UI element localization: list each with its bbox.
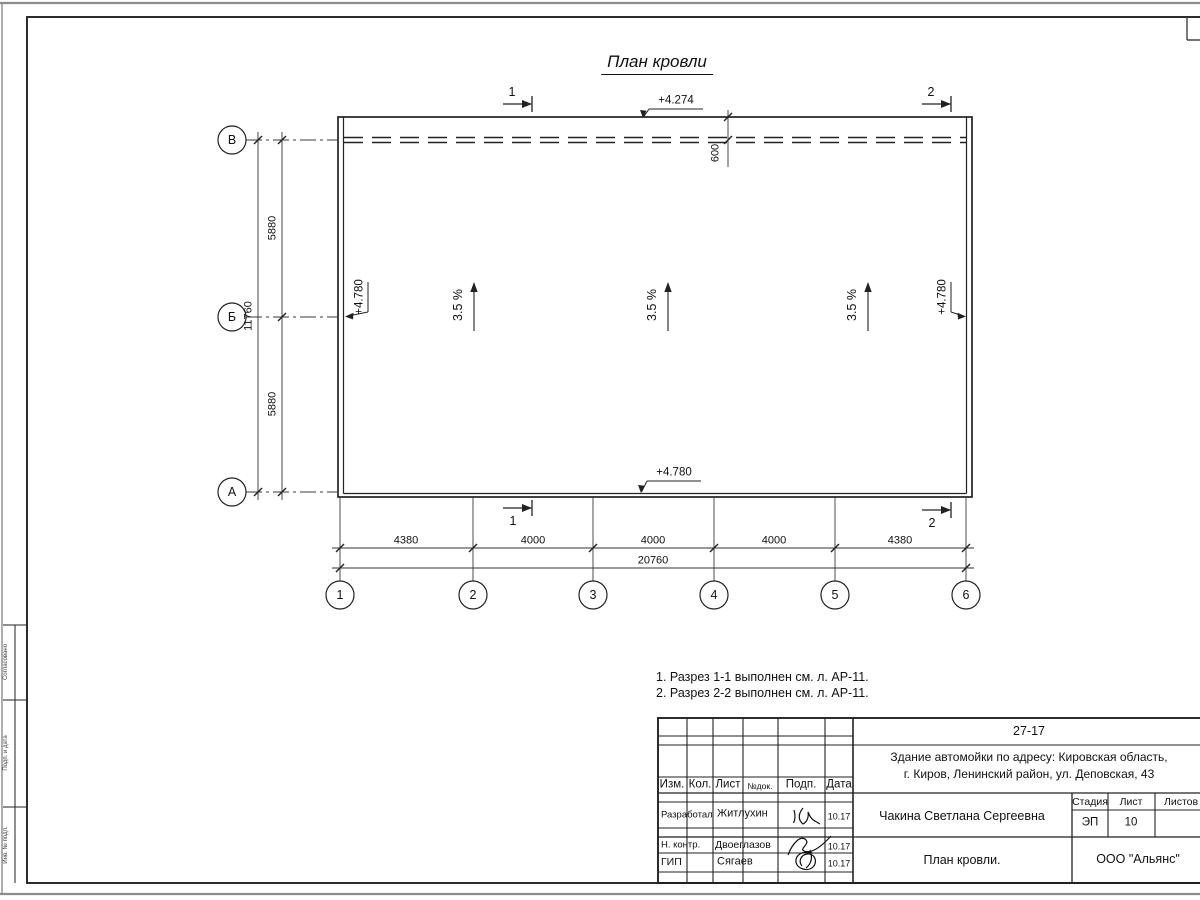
axis-number-2: 2 (469, 587, 477, 602)
col-ndok: №док. (747, 780, 773, 791)
elevation-left: +4.780 (353, 279, 366, 315)
elevation-bottom: +4.780 (656, 466, 692, 479)
dim-bottom-2: 4000 (520, 534, 546, 547)
dim-left-1: 5880 (266, 215, 279, 241)
row1-name: Житлухин (717, 807, 768, 820)
section-mark-2-top: 2 (927, 84, 935, 99)
axis-number-5: 5 (831, 587, 839, 602)
object-address-line2: г. Киров, Ленинский район, ул. Деповская, 43 (903, 767, 1155, 781)
signature-zhitlukhin (794, 808, 821, 824)
col-podp: Подп. (785, 778, 817, 791)
slope-label-1: 3.5 % (450, 289, 465, 321)
col-kol: Кол. (688, 778, 712, 791)
side-stamp-label-3: Инв. № подл. (3, 826, 9, 864)
side-stamp-label-2: Подп. и дата (3, 735, 9, 771)
overhang-dim: 600 (709, 143, 722, 163)
row2-name: Двоеглазов (715, 838, 771, 851)
stage-value: ЭП (1081, 816, 1099, 829)
dim-bottom-total: 20760 (637, 554, 669, 567)
section-mark-1-bottom: 1 (509, 513, 517, 528)
client-name: Чакина Светлана Сергеевна (879, 808, 1045, 823)
slope-label-3: 3.5 % (844, 289, 859, 321)
slope-label-2: 3.5 % (644, 289, 659, 321)
row3-name: Сягаев (717, 855, 753, 868)
axis-number-6: 6 (962, 587, 970, 602)
drawing-title: План кровли (601, 53, 713, 75)
col-data: Дата (826, 778, 852, 791)
section-mark-2-bottom: 2 (928, 515, 936, 530)
stage-label: Стадия (1072, 795, 1108, 808)
axis-letter-v: В (227, 132, 237, 147)
dim-left-total: 11760 (242, 301, 255, 331)
section-marks (503, 96, 951, 518)
listov-label: Листов (1163, 795, 1199, 808)
axis-number-4: 4 (710, 587, 718, 602)
sheet-name: План кровли. (923, 852, 1001, 867)
col-izm: Изм. (659, 778, 685, 791)
side-stamp-label-1: Согласовано (3, 643, 9, 681)
dim-bottom-1: 4380 (393, 534, 419, 547)
dimension-ticks (254, 113, 970, 572)
axis-letter-b: Б (227, 309, 237, 324)
dim-bottom-3: 4000 (640, 534, 666, 547)
slope-arrows (470, 282, 871, 331)
axis-lines (242, 140, 966, 581)
dimension-lines (258, 110, 974, 568)
note-line-1: 1. Разрез 1-1 выполнен см. л. АР-11. (656, 669, 869, 684)
axis-letter-a: А (227, 484, 237, 499)
elevation-right: +4.780 (936, 279, 949, 315)
axis-bubbles (218, 126, 980, 609)
axis-number-1: 1 (336, 587, 344, 602)
row3-date: 10.17 (827, 858, 851, 869)
note-line-2: 2. Разрез 2-2 выполнен см. л. АР-11. (656, 685, 869, 700)
dim-bottom-5: 4380 (887, 534, 913, 547)
company-name: ООО "Альянс" (1096, 851, 1180, 866)
row2-date: 10.17 (827, 841, 851, 852)
row1-role: Разработал (661, 809, 713, 821)
dim-bottom-4: 4000 (761, 534, 787, 547)
section-mark-1-top: 1 (508, 84, 516, 99)
axis-number-3: 3 (589, 587, 597, 602)
row2-role: Н. контр. (661, 839, 701, 851)
sheet-number: 10 (1124, 816, 1138, 829)
row1-date: 10.17 (827, 811, 851, 822)
list-label: Лист (1119, 795, 1143, 808)
dim-left-2: 5880 (266, 391, 279, 417)
doc-number: 27-17 (1013, 723, 1045, 738)
elevation-top: +4.274 (658, 94, 694, 107)
row3-role: ГИП (661, 855, 682, 868)
col-list: Лист (715, 778, 741, 791)
object-address-line1: Здание автомойки по адресу: Кировская область, (890, 750, 1168, 764)
